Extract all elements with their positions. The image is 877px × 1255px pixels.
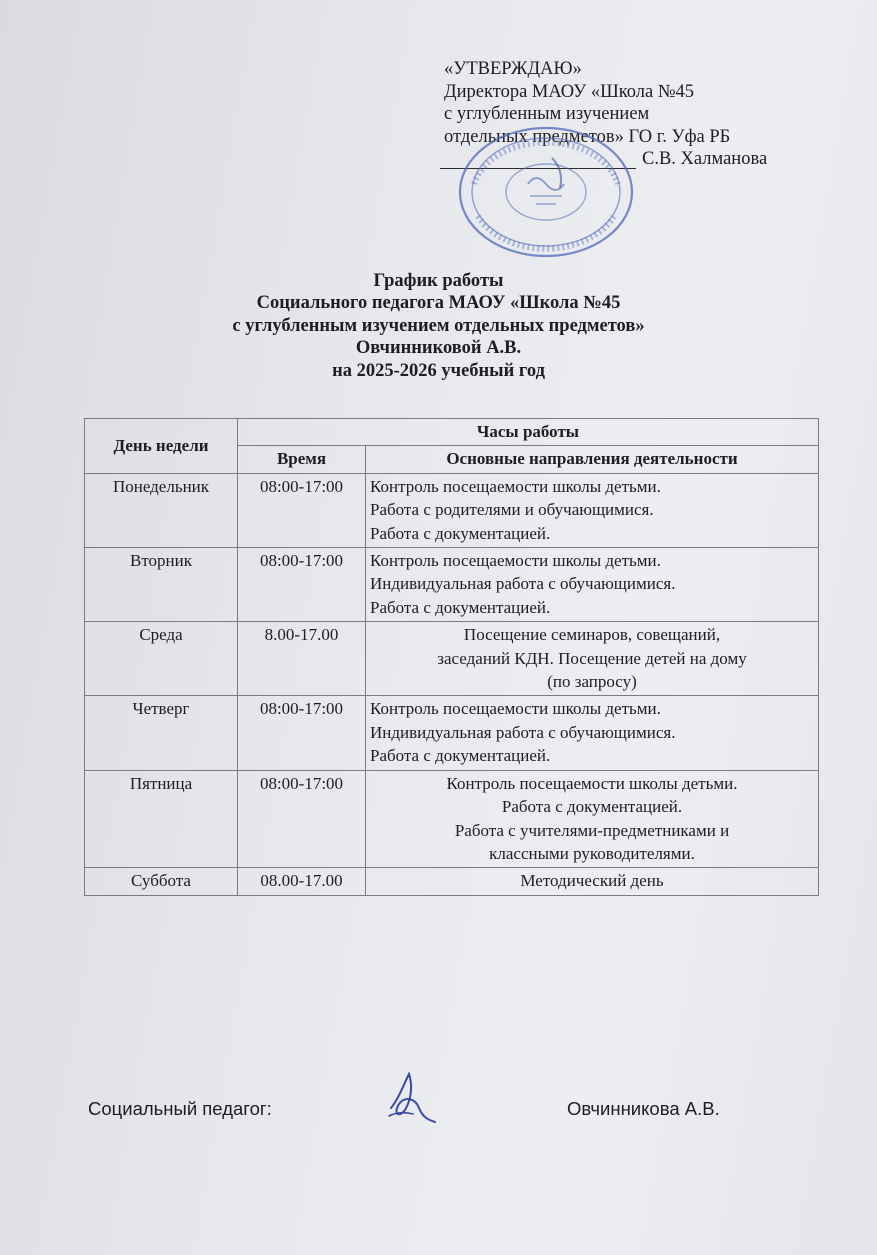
row-day: Пятница — [85, 770, 238, 868]
row-activity — [366, 622, 819, 696]
title-line-5: на 2025-2026 учебный год — [332, 360, 545, 381]
activity-line: (по запросу) — [547, 672, 637, 692]
row-day: Вторник — [85, 548, 238, 622]
title-line-3: с углубленным изучением отдельных предметов» — [232, 315, 645, 336]
header-activity: Основные направления деятельности — [366, 446, 819, 473]
row-activity — [366, 473, 819, 547]
table-row — [85, 548, 819, 622]
activity-line: заседаний КДН. Посещение детей на дому — [437, 648, 747, 668]
row-day: Суббота — [85, 868, 238, 895]
activity-line: Контроль посещаемости школы детьми. — [446, 773, 738, 793]
activity-line: Контроль посещаемости школы детьми. — [370, 551, 661, 571]
row-day: Среда — [85, 622, 238, 696]
activity-line: Посещение семинаров, совещаний, — [463, 625, 721, 645]
header-day: День недели — [85, 419, 238, 474]
title-line-2: Социального педагога МАОУ «Школа №45 — [256, 293, 621, 314]
approval-signatory: С.В. Халманова — [642, 149, 768, 169]
activity-line: Работа с документацией. — [370, 523, 551, 543]
activity-line: Контроль посещаемости школы детьми. — [370, 699, 661, 719]
row-time: 08:00-17:00 — [238, 696, 366, 770]
activity-line: Работа с учителями-предметниками и — [454, 820, 730, 840]
activity-line: Работа с документацией. — [370, 597, 551, 617]
footer-role: Социальный педагог: — [88, 1098, 272, 1119]
row-activity — [366, 868, 819, 895]
row-time: 08:00-17:00 — [238, 548, 366, 622]
table-row — [85, 696, 819, 770]
table-row — [85, 868, 819, 895]
approval-heading: «УТВЕРЖДАЮ» — [444, 59, 582, 79]
activity-line: Работа с документацией. — [501, 797, 683, 817]
row-day: Понедельник — [85, 473, 238, 547]
row-time: 8.00-17.00 — [238, 622, 366, 696]
title-line-1: График работы — [373, 271, 504, 291]
row-time: 08:00-17:00 — [238, 473, 366, 547]
row-activity — [366, 696, 819, 770]
approval-line-3: отдельных предметов» ГО г. Уфа РБ — [444, 126, 731, 147]
activity-line: Работа с документацией. — [370, 746, 551, 766]
table-row — [85, 473, 819, 547]
row-activity — [366, 770, 819, 868]
activity-line: Индивидуальная работа с обучающимися. — [370, 722, 676, 742]
row-activity — [366, 548, 819, 622]
table-row — [85, 770, 819, 868]
activity-line: Методический день — [520, 871, 664, 891]
activity-line: Работа с родителями и обучающимися. — [370, 500, 654, 520]
school-seal-icon — [456, 124, 636, 260]
title-line-4: Овчинниковой А.В. — [355, 338, 522, 359]
document-title — [0, 270, 877, 382]
table-header-row — [85, 419, 819, 446]
row-day: Четверг — [85, 696, 238, 770]
table-row — [85, 622, 819, 696]
approval-line-2: с углубленным изучением — [444, 104, 650, 124]
handwritten-signature-icon — [385, 1068, 437, 1126]
row-time: 08:00-17:00 — [238, 770, 366, 868]
footer-name: Овчинникова А.В. — [567, 1098, 720, 1119]
activity-line: классными руководителями. — [489, 843, 695, 863]
header-time: Время — [238, 446, 366, 473]
approval-line-1: Директора МАОУ «Школа №45 — [444, 81, 695, 102]
schedule-table — [84, 418, 819, 896]
activity-line: Индивидуальная работа с обучающимися. — [370, 574, 676, 594]
row-time: 08.00-17.00 — [238, 868, 366, 895]
header-hours: Часы работы — [238, 419, 819, 446]
activity-line: Контроль посещаемости школы детьми. — [370, 476, 661, 496]
